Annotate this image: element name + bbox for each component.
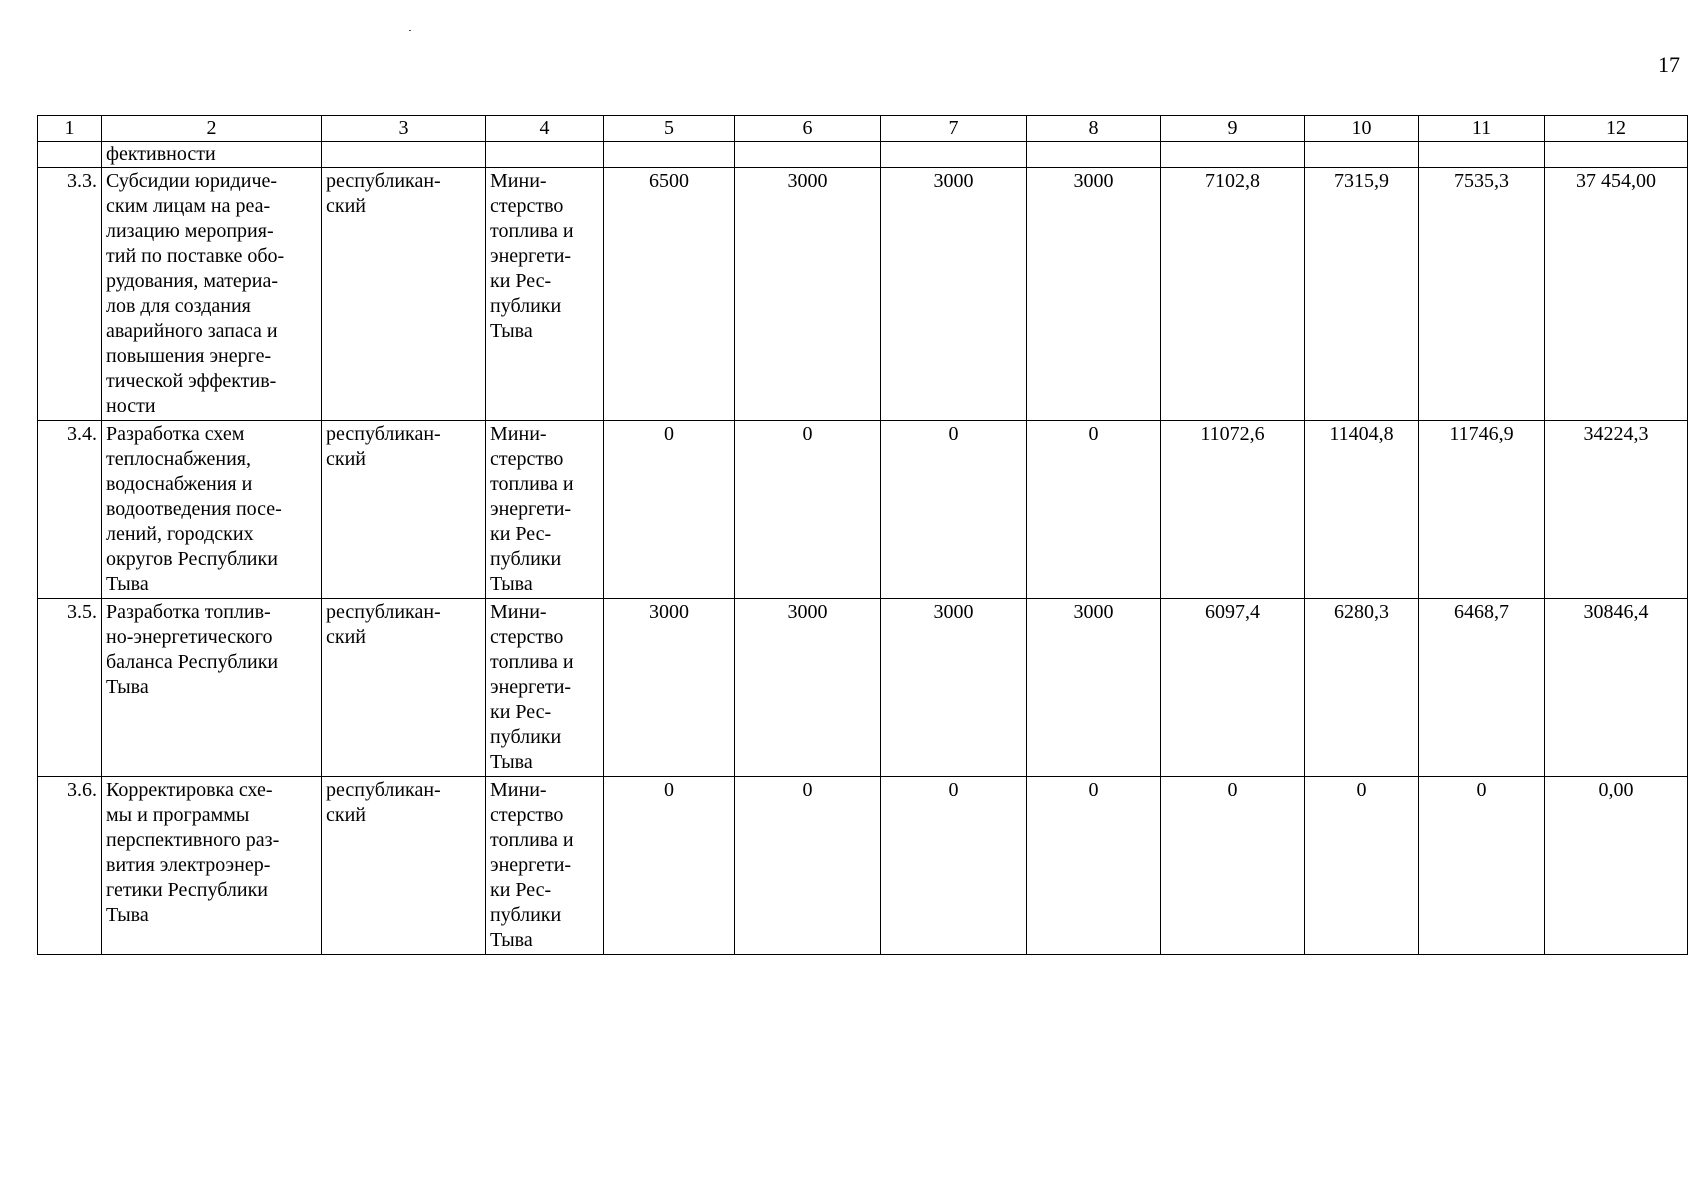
activity-name (102, 421, 322, 599)
executor-line: ки Рес- (490, 701, 552, 723)
executor-line: энергети- (490, 854, 572, 876)
activity-name-line: лизацию мероприя- (106, 220, 274, 242)
executor-line: топлива и (490, 829, 574, 851)
value-cell: 0 (881, 421, 1027, 599)
executor-line: топлива и (490, 220, 574, 242)
value-cell: 3000 (1027, 168, 1161, 421)
column-number: 1 (38, 116, 102, 142)
table-row (38, 168, 1688, 421)
value-cell: 6468,7 (1419, 599, 1545, 777)
value-cell: 0 (1419, 777, 1545, 955)
activity-name-line: перспективного раз- (106, 829, 280, 851)
table-row (38, 777, 1688, 955)
activity-name-line: Тыва (106, 904, 149, 926)
value-cell: 0 (735, 777, 881, 955)
value-cell: 0 (604, 777, 735, 955)
executor-line: публики (490, 295, 562, 317)
value-cell: 6500 (604, 168, 735, 421)
activity-name-line: аварийного запаса и (106, 320, 278, 342)
executor-line: ки Рес- (490, 879, 552, 901)
budget-type-line: ский (326, 448, 366, 470)
continuation-row (38, 142, 1688, 168)
executor (486, 421, 604, 599)
executor-line: топлива и (490, 473, 574, 495)
value-cell: 0 (1027, 777, 1161, 955)
cell-empty (1305, 142, 1419, 168)
budget-type-line: ский (326, 626, 366, 648)
value-cell: 6280,3 (1305, 599, 1419, 777)
budget-table (37, 115, 1688, 955)
activity-name-line: Тыва (106, 573, 149, 595)
executor-line: Мини- (490, 779, 547, 801)
budget-type-line: республикан- (326, 170, 441, 192)
executor-line: ки Рес- (490, 270, 552, 292)
budget-type (322, 421, 486, 599)
value-cell: 0 (604, 421, 735, 599)
executor-line: топлива и (490, 651, 574, 673)
activity-name-line: округов Республики (106, 548, 278, 570)
budget-type-line: республикан- (326, 601, 441, 623)
executor (486, 777, 604, 955)
activity-name-line: тий по поставке обо- (106, 245, 285, 267)
cell-empty (322, 142, 486, 168)
activity-name-line: тической эффектив- (106, 370, 277, 392)
value-cell: 3000 (604, 599, 735, 777)
cell-empty (881, 142, 1027, 168)
value-cell: 3000 (881, 168, 1027, 421)
cell-empty (1419, 142, 1545, 168)
value-cell: 37 454,00 (1545, 168, 1688, 421)
cell-empty (1027, 142, 1161, 168)
activity-name (102, 777, 322, 955)
activity-name-line: повышения энерге- (106, 345, 272, 367)
executor-line: стерство (490, 804, 564, 826)
executor-line: публики (490, 726, 562, 748)
executor-line: Мини- (490, 170, 547, 192)
value-cell: 7535,3 (1419, 168, 1545, 421)
column-number: 9 (1161, 116, 1305, 142)
value-cell: 0 (1161, 777, 1305, 955)
value-cell: 0 (735, 421, 881, 599)
executor-line: Тыва (490, 929, 533, 951)
executor-line: ки Рес- (490, 523, 552, 545)
activity-name-line: водоснабжения и (106, 473, 253, 495)
activity-name-line: вития электроэнер- (106, 854, 271, 876)
column-number: 5 (604, 116, 735, 142)
activity-name-line: лений, городских (106, 523, 254, 545)
column-number: 12 (1545, 116, 1688, 142)
value-cell: 3000 (881, 599, 1027, 777)
budget-type-line: республикан- (326, 779, 441, 801)
row-number: 3.4. (38, 421, 102, 599)
value-cell: 0 (1027, 421, 1161, 599)
budget-type-line: ский (326, 804, 366, 826)
executor-line: Мини- (490, 423, 547, 445)
executor-line: публики (490, 904, 562, 926)
cell-empty (38, 142, 102, 168)
executor-line: публики (490, 548, 562, 570)
column-number: 7 (881, 116, 1027, 142)
budget-type-line: республикан- (326, 423, 441, 445)
value-cell: 7102,8 (1161, 168, 1305, 421)
budget-type (322, 168, 486, 421)
activity-name-line: баланса Республики (106, 651, 279, 673)
column-number: 3 (322, 116, 486, 142)
executor (486, 168, 604, 421)
table-body (38, 116, 1688, 955)
budget-type (322, 599, 486, 777)
activity-name-line: Тыва (106, 676, 149, 698)
executor-line: Тыва (490, 751, 533, 773)
executor-line: стерство (490, 626, 564, 648)
value-cell: 11746,9 (1419, 421, 1545, 599)
table-row (38, 421, 1688, 599)
executor-line: энергети- (490, 245, 572, 267)
activity-name-line: ским лицам на реа- (106, 195, 271, 217)
value-cell: 3000 (1027, 599, 1161, 777)
activity-name-line: водоотведения посе- (106, 498, 282, 520)
value-cell: 6097,4 (1161, 599, 1305, 777)
executor-line: энергети- (490, 676, 572, 698)
value-cell: 34224,3 (1545, 421, 1688, 599)
activity-name-line: Субсидии юридиче- (106, 170, 278, 192)
executor-line: Мини- (490, 601, 547, 623)
table-row (38, 599, 1688, 777)
activity-name-line: Корректировка схе- (106, 779, 273, 801)
page-number: 17 (1658, 52, 1680, 77)
activity-name-line: гетики Республики (106, 879, 269, 901)
column-number-row (38, 116, 1688, 142)
activity-name (102, 168, 322, 421)
activity-name-line: мы и программы (106, 804, 250, 826)
activity-name-line: Разработка схем (106, 423, 245, 445)
value-cell: 0 (1305, 777, 1419, 955)
value-cell: 0 (881, 777, 1027, 955)
executor-line: стерство (490, 195, 564, 217)
value-cell: 11072,6 (1161, 421, 1305, 599)
value-cell: 0,00 (1545, 777, 1688, 955)
activity-name-line: теплоснабжения, (106, 448, 251, 470)
cell-empty (486, 142, 604, 168)
cell-empty (1161, 142, 1305, 168)
column-number: 6 (735, 116, 881, 142)
column-number: 4 (486, 116, 604, 142)
executor-line: стерство (490, 448, 564, 470)
cell-empty (735, 142, 881, 168)
scan-speck (409, 30, 411, 31)
column-number: 10 (1305, 116, 1419, 142)
value-cell: 30846,4 (1545, 599, 1688, 777)
executor (486, 599, 604, 777)
row-number: 3.5. (38, 599, 102, 777)
cell-empty (1545, 142, 1688, 168)
row-number: 3.3. (38, 168, 102, 421)
continuation-text: фективности (102, 142, 322, 168)
budget-type (322, 777, 486, 955)
executor-line: Тыва (490, 573, 533, 595)
activity-name-line: рудования, материа- (106, 270, 279, 292)
budget-type-line: ский (326, 195, 366, 217)
value-cell: 11404,8 (1305, 421, 1419, 599)
value-cell: 7315,9 (1305, 168, 1419, 421)
executor-line: Тыва (490, 320, 533, 342)
activity-name-line: но-энергетического (106, 626, 273, 648)
value-cell: 3000 (735, 168, 881, 421)
activity-name (102, 599, 322, 777)
column-number: 2 (102, 116, 322, 142)
activity-name-line: ности (106, 395, 156, 417)
cell-empty (604, 142, 735, 168)
activity-name-line: Разработка топлив- (106, 601, 271, 623)
column-number: 8 (1027, 116, 1161, 142)
executor-line: энергети- (490, 498, 572, 520)
row-number: 3.6. (38, 777, 102, 955)
value-cell: 3000 (735, 599, 881, 777)
activity-name-line: лов для создания (106, 295, 251, 317)
column-number: 11 (1419, 116, 1545, 142)
